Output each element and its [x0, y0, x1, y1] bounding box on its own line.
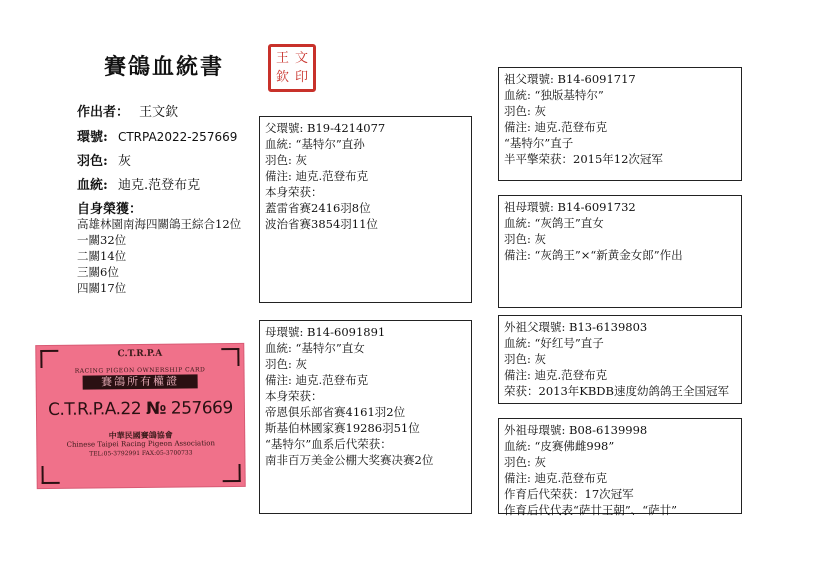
achievement-item: 三關6位 — [77, 265, 119, 279]
card-footer-line: TEL:05-3792991 FAX:05-3700733 — [89, 449, 193, 458]
pat-grandfather-ring: 祖父環號: B14-6091717 — [504, 72, 636, 86]
father-note: 備注: 迪克.范登布克 — [265, 169, 369, 183]
mother-achievement: 斯基伯林國家赛19286羽51位 — [265, 421, 420, 435]
achievements-list — [77, 216, 241, 296]
father-box — [259, 116, 472, 303]
card-number: 257669 — [170, 398, 233, 419]
color-value: 灰 — [117, 154, 131, 169]
achievement-item: 二關14位 — [77, 249, 127, 263]
mother-achievements-label: 本身荣获： — [265, 389, 323, 403]
father-color: 羽色: 灰 — [265, 153, 308, 167]
maternal-grandfather-box — [498, 315, 742, 404]
achievement-item: 四關17位 — [77, 281, 127, 295]
bloodline-value: 迪克.范登布克 — [117, 178, 201, 193]
card-heading: 賽鴿所有權證 — [83, 374, 198, 389]
mat-grandfather-achievement: 荣获：2013年KBDB速度幼鸽鸽王全国冠军 — [504, 384, 729, 398]
achievement-item: 高雄林園南海四關鴿王綜合12位 — [77, 217, 242, 231]
mat-grandmother-representative: 作育后代代表“萨廿王朝”、“萨廿” — [504, 503, 678, 517]
paternal-grandfather-box — [498, 67, 742, 181]
mat-grandfather-ring: 外祖父環號: B13-6139803 — [504, 320, 648, 334]
card-ring-prefix: C.T.R.P.A.22 — [47, 398, 142, 420]
pat-grandfather-achievement: 半平擎荣获：2015年12次冠军 — [504, 152, 663, 166]
father-ring: 父環號: B19-4214077 — [265, 121, 386, 135]
color-line — [77, 150, 131, 169]
mat-grandmother-note: 備注: 迪克.范登布克 — [504, 471, 608, 485]
mother-offspring-label: “基特尔”血系后代荣获： — [265, 437, 392, 451]
card-corner-ornament — [223, 464, 241, 482]
bloodline-label: 血統: — [77, 178, 108, 193]
paternal-grandmother-box — [498, 195, 742, 308]
mat-grandmother-achievement: 作育后代荣获：17次冠军 — [504, 487, 634, 501]
seal-char: 文 — [294, 51, 308, 66]
card-brand: C.T.R.P.A — [117, 348, 163, 360]
ring-line — [77, 126, 237, 145]
mat-grandfather-note: 備注: 迪克.范登布克 — [504, 368, 608, 382]
author-value: 王文欽 — [139, 105, 179, 120]
mat-grandfather-color: 羽色: 灰 — [504, 352, 547, 366]
mother-note: 備注: 迪克.范登布克 — [265, 373, 369, 387]
mat-grandfather-bloodline: 血統: “好红号”直子 — [504, 336, 604, 350]
ring-value: CTRPA2022-257669 — [117, 130, 238, 144]
card-footer-line: Chinese Taipei Racing Pigeon Association — [66, 439, 216, 449]
card-number-sign: № — [145, 398, 167, 419]
mother-achievement: 帝恩俱乐部省赛4161羽2位 — [265, 405, 406, 419]
mat-grandmother-ring: 外祖母環號: B08-6139998 — [504, 423, 648, 437]
ownership-card — [36, 344, 244, 488]
father-achievement: 波治省赛3854羽11位 — [265, 217, 378, 231]
maternal-grandmother-box — [498, 418, 742, 517]
card-subtitle: RACING PIGEON OWNERSHIP CARD — [74, 366, 206, 375]
mother-ring: 母環號: B14-6091891 — [265, 325, 386, 339]
pat-grandmother-note: 備注: “灰鸽王”×“新黄金女郎”作出 — [504, 248, 683, 262]
author-line — [77, 101, 178, 120]
father-achievements-label: 本身荣获： — [265, 185, 323, 199]
mother-offspring-achievement: 南非百万美金公棚大奖赛决赛2位 — [265, 453, 434, 467]
owner-seal-stamp — [268, 44, 316, 92]
pat-grandmother-ring: 祖母環號: B14-6091732 — [504, 200, 636, 214]
pat-grandfather-note: 備注: 迪克.范登布克 — [504, 120, 608, 134]
ring-label: 環號: — [77, 130, 108, 145]
achievement-item: 一關32位 — [77, 233, 127, 247]
seal-char: 印 — [294, 70, 308, 85]
pat-grandfather-color: 羽色: 灰 — [504, 104, 547, 118]
pat-grandmother-color: 羽色: 灰 — [504, 232, 547, 246]
card-corner-ornament — [42, 466, 60, 484]
pat-grandfather-bloodline: 血統: “独版基特尔” — [504, 88, 604, 102]
father-bloodline: 血統: “基特尔”直孙 — [265, 137, 365, 151]
card-ring-number — [37, 398, 244, 420]
card-footer — [47, 430, 234, 459]
mother-box — [259, 320, 472, 514]
seal-char: 王 — [275, 51, 289, 66]
mother-color: 羽色: 灰 — [265, 357, 308, 371]
pat-grandfather-lineage: “基特尔”直子 — [504, 136, 574, 150]
card-footer-line: 中華民國賽鴿協會 — [108, 429, 173, 441]
mat-grandmother-color: 羽色: 灰 — [504, 455, 547, 469]
mother-bloodline: 血統: “基特尔”直女 — [265, 341, 365, 355]
pat-grandmother-bloodline: 血統: “灰鸽王”直女 — [504, 216, 604, 230]
achievements-label: 自身榮獲： — [77, 202, 143, 217]
mat-grandmother-bloodline: 血統: “皮赛佛雌998” — [504, 439, 615, 453]
color-label: 羽色: — [77, 154, 108, 169]
author-label: 作出者： — [77, 105, 130, 120]
bloodline-line — [77, 174, 200, 193]
seal-char: 欽 — [275, 70, 289, 85]
page-title: 賽鴿血統書 — [104, 54, 225, 80]
father-achievement: 蓋雷省赛2416羽8位 — [265, 201, 371, 215]
